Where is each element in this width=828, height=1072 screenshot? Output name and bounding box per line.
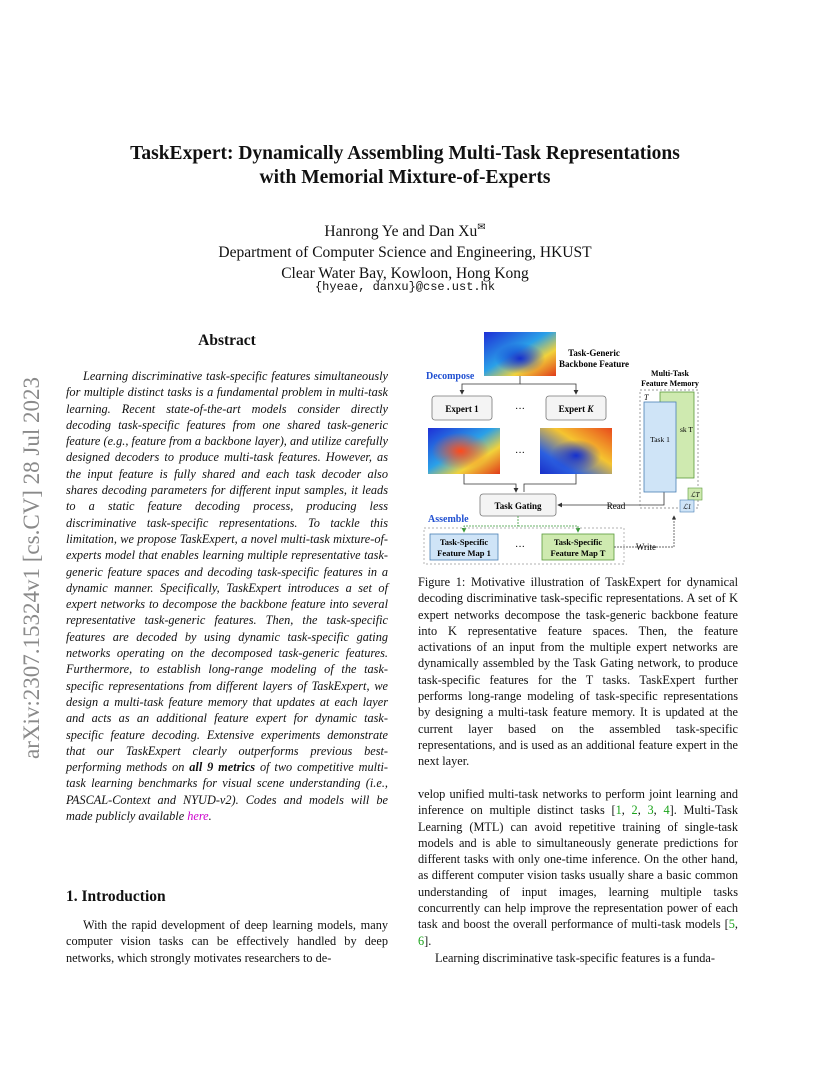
dots-outputs: ··· xyxy=(515,542,525,553)
abstract-part-1: Learning discriminative task-specific features simultaneously for multiple distinct tasks is a fundamental problem in multi-task learning. Recent state-of-the-art models consider directly decoding task-specific features from one shared task-generic feature (e.g., feature from a backbone layer), and utilize carefully designed decoders to produce multi-task features. However, as the input feature is fully shared and each task decoder also shares decoding parameters for different input samples, it leads to a static feature decoding process, producing less discriminative task-specific representations. To tackle this limitation, we propose TaskExpert, a novel multi-task mixture-of-experts model that enables learning multiple representative task-generic feature spaces and decoding task-specific features in a dynamic manner. Specifically, TaskExpert introduces a set of expert networks to decompose the backbone feature into several representative task-generic features. Then, the task-specific features are decoded by using dynamic task-specific gating networks operating on the decomposed task-generic features. Furthermore, to establish long-range modeling of the task-specific representations from different layers of TaskExpert, we design a multi-task feature memory that updates at each layer and acts as an additional feature expert for dynamic task-specific feature decoding. Extensive experiments demonstrate that our TaskExpert clearly outperforms previous best-performing methods on xyxy=(66,369,388,775)
citation[interactable]: 5 xyxy=(728,917,735,932)
intro-cont-c: ]. xyxy=(424,933,432,948)
figure-1-caption: Figure 1: Motivative illustration of TaskExpert for dynamical decoding discriminative task-specific representations. A set of K expert networks decompose the task-generic backbone feature into K representative feature spaces. Then, the feature activations of an input from the multiple expert networks are dynamically assembled by the Task Gating network, to produce task-specific features for the T tasks. TaskExpert further performs long-range modeling of task-specific representations by designing a multi-task feature memory. It is updated at the current layer based on the assembled task-specific representations, and is used as an additional feature expert in the next layer. xyxy=(418,575,738,769)
title-line-2: with Memorial Mixture-of-Experts xyxy=(259,167,551,188)
label-T: T xyxy=(644,393,649,402)
abstract-end: . xyxy=(208,809,212,824)
envelope-icon: ✉ xyxy=(477,222,486,233)
affiliation: Department of Computer Science and Engineering, HKUST xyxy=(218,244,592,262)
intro-continued: velop unified multi-task networks to perform joint learning and inference on multiple distinct tasks [1, 2, 3, 4]. Multi-Task Learning (MTL) can avoid repetitive training of single-task models and is able to simultaneously generate predictions for different tasks with only one-time inference. On the other hand, as different computer vision tasks usually share a basic common understanding of input images, learning multiple tasks concurrently can help improve the representation power of each task and boost the overall performance of multi-task models [5, 6]. xyxy=(418,787,738,948)
label-tsT-a: Task-Specific xyxy=(553,537,603,547)
label-assemble: Assemble xyxy=(428,514,469,525)
label-write: Write xyxy=(635,542,657,552)
emails: {hyeae, danxu}@cse.ust.hk xyxy=(314,280,496,294)
label-read: Read xyxy=(606,501,626,511)
code-link[interactable]: here xyxy=(187,809,209,824)
arxiv-stamp: arXiv:2307.15324v1 [cs.CV] 28 Jul 2023 xyxy=(19,376,44,759)
paper-title xyxy=(80,142,730,190)
label-ts1-a: Task-Specific xyxy=(439,537,489,547)
label-memory-1: Multi-Task xyxy=(651,369,689,378)
label-task-generic: Task-Generic xyxy=(568,348,620,358)
intro-cont-b: ]. Multi-Task Learning (MTL) can avoid repetitive training of single-task models and is able to simultaneously generate predictions for different tasks with only one-time inference. On the other hand, as different computer vision tasks usually share a basic common understanding of input images, learning multiple tasks concurrently can help improve the representation power of each task and boost the overall performance of multi-task models [ xyxy=(418,803,738,932)
intro-cont-a: velop unified multi-task networks to perform joint learning and inference on multiple distinct tasks [ xyxy=(418,787,738,818)
label-loss-t: ℒT xyxy=(690,491,700,499)
dots-maps: ··· xyxy=(515,448,525,459)
label-expert-1: Expert 1 xyxy=(445,404,479,414)
abstract-part-2: of two competitive multi-task learning benchmarks for visual scene understanding (i.e., PASCAL-Context and NYUD-v2). Codes and models will be made publicly available xyxy=(66,760,388,824)
memory-task-1 xyxy=(644,402,676,492)
abstract-text xyxy=(66,368,388,824)
label-memory-2: Feature Memory xyxy=(641,379,699,388)
citation[interactable]: 1 xyxy=(615,803,622,818)
label-backbone-feature: Backbone Feature xyxy=(558,359,630,369)
title-line-1: TaskExpert: Dynamically Assembling Multi-Task Representations xyxy=(130,143,680,164)
label-tsT-b: Feature Map T xyxy=(550,548,606,558)
intro-paragraph-2: Learning discriminative task-specific features is a funda- xyxy=(435,951,715,965)
label-ts1-b: Feature Map 1 xyxy=(437,548,491,558)
label-gating: Task Gating xyxy=(494,501,542,511)
label-loss-1: ℒ1 xyxy=(682,503,692,511)
intro-text: With the rapid development of deep learning models, many computer vision tasks can be effectively handled by deep networks, which strongly motivates researchers to de- xyxy=(66,918,388,965)
citation[interactable]: 3 xyxy=(647,803,654,818)
authors: Hanrong Ye and Dan Xu xyxy=(324,223,478,241)
author-block xyxy=(80,217,730,284)
label-expert-k: Expert K xyxy=(558,404,594,414)
label-decompose: Decompose xyxy=(426,371,475,382)
dots-experts: ··· xyxy=(515,404,525,415)
label-task-t: sk T xyxy=(680,425,693,434)
abstract-heading: Abstract xyxy=(198,332,256,349)
abstract-bold: all 9 metrics xyxy=(189,760,256,775)
figure-1-diagram xyxy=(418,330,738,570)
address: Clear Water Bay, Kowloon, Hong Kong xyxy=(281,265,529,283)
citation[interactable]: 6 xyxy=(418,933,425,948)
label-task-1: Task 1 xyxy=(650,435,670,444)
citation[interactable]: 4 xyxy=(663,803,670,818)
intro-heading: 1. Introduction xyxy=(66,888,166,905)
citation[interactable]: 2 xyxy=(631,803,638,818)
